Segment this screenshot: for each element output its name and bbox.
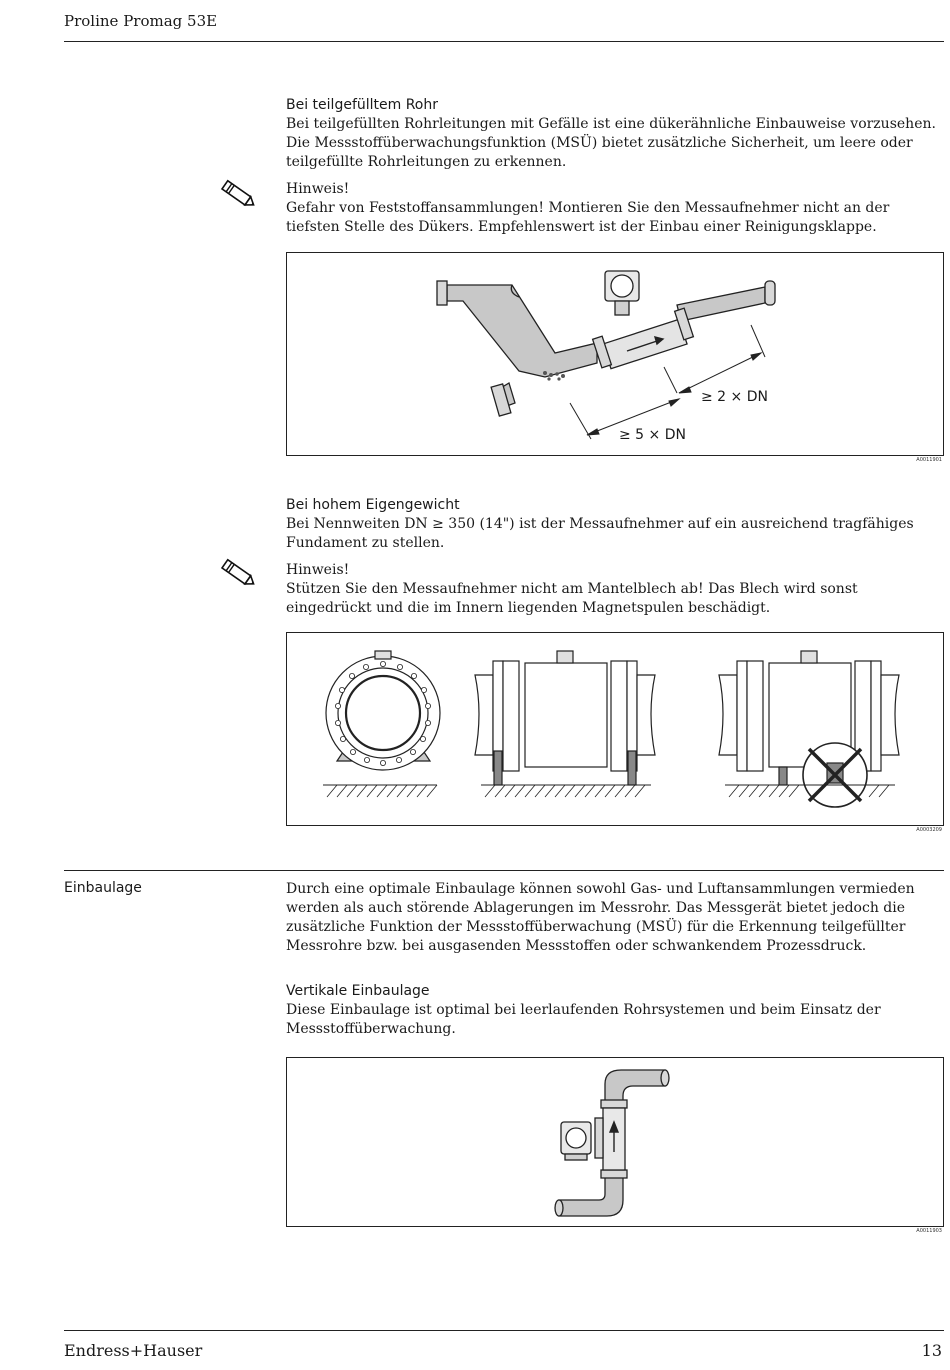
section-paragraph: Bei Nennweiten DN ≥ 350 (14") ist der Messaufnehmer auf ein ausreichend tragfähiges Fundament zu stellen.	[286, 516, 914, 551]
side-label-einbaulage: Einbaulage	[64, 880, 142, 896]
note-title: Hinweis!	[286, 562, 350, 578]
note-text: Gefahr von Feststoffansammlungen! Montieren Sie den Messaufnehmer nicht an der tiefsten Stelle des Dükers. Empfehlenswert ist der Einbau einer Reinigungsklappe.	[286, 200, 890, 235]
section-subparagraph: Diese Einbaulage ist optimal bei leerlaufenden Rohrsystemen und beim Einsatz der Messstoffüberwachung.	[286, 1002, 881, 1037]
figure-code: A0011903	[916, 1228, 942, 1234]
section-paragraph: Bei teilgefüllten Rohrleitungen mit Gefälle ist eine dükerähnliche Einbauweise vorzusehen. Die Messstoffüberwachungsfunktion (MSÜ) bietet zusätzliche Sicherheit, um leere oder teilgefüllte Rohrleitungen zu erkennen.	[286, 116, 936, 170]
pencil-note-icon	[218, 557, 258, 589]
section-subheading: Vertikale Einbaulage	[286, 983, 430, 999]
figure-siphon-installation	[286, 252, 944, 456]
section-partially-filled	[286, 96, 946, 237]
foundation-diagram	[287, 633, 943, 825]
section-heavy-weight	[286, 496, 946, 618]
section-heading: Bei hohem Eigengewicht	[286, 497, 460, 513]
dimension-label-5dn: ≥ 5 × DN	[619, 427, 686, 443]
siphon-diagram	[287, 253, 943, 455]
section-rule	[64, 870, 944, 871]
note-title: Hinweis!	[286, 181, 350, 197]
pencil-note-icon	[218, 178, 258, 210]
section-heading: Bei teilgefülltem Rohr	[286, 97, 439, 113]
figure-code: A0003209	[916, 827, 942, 833]
vertical-installation-diagram	[287, 1058, 943, 1226]
section-installation-position	[286, 880, 946, 1039]
footer-brand: Endress+Hauser	[64, 1341, 203, 1360]
footer-rule	[64, 1330, 944, 1331]
page-number: 13	[921, 1341, 942, 1360]
dimension-label-2dn: ≥ 2 × DN	[701, 389, 768, 405]
header-rule	[64, 41, 944, 42]
figure-vertical-installation	[286, 1057, 944, 1227]
header-title: Proline Promag 53E	[64, 12, 218, 30]
figure-foundation-support	[286, 632, 944, 826]
note-text: Stützen Sie den Messaufnehmer nicht am Mantelblech ab! Das Blech wird sonst eingedrückt und die im Innern liegenden Magnetspulen beschädigt.	[286, 581, 858, 616]
figure-code: A0011901	[916, 457, 942, 463]
section-paragraph: Durch eine optimale Einbaulage können sowohl Gas- und Luftansammlungen vermieden werden als auch störende Ablagerungen im Messrohr. Das Messgerät bietet jedoch die zusätzliche Funktion der Messstoffüberwachung (MSÜ) für die Erkennung teilgefüllter Messrohre bzw. bei ausgasenden Messstoffen oder schwankendem Prozessdruck.	[286, 881, 915, 954]
